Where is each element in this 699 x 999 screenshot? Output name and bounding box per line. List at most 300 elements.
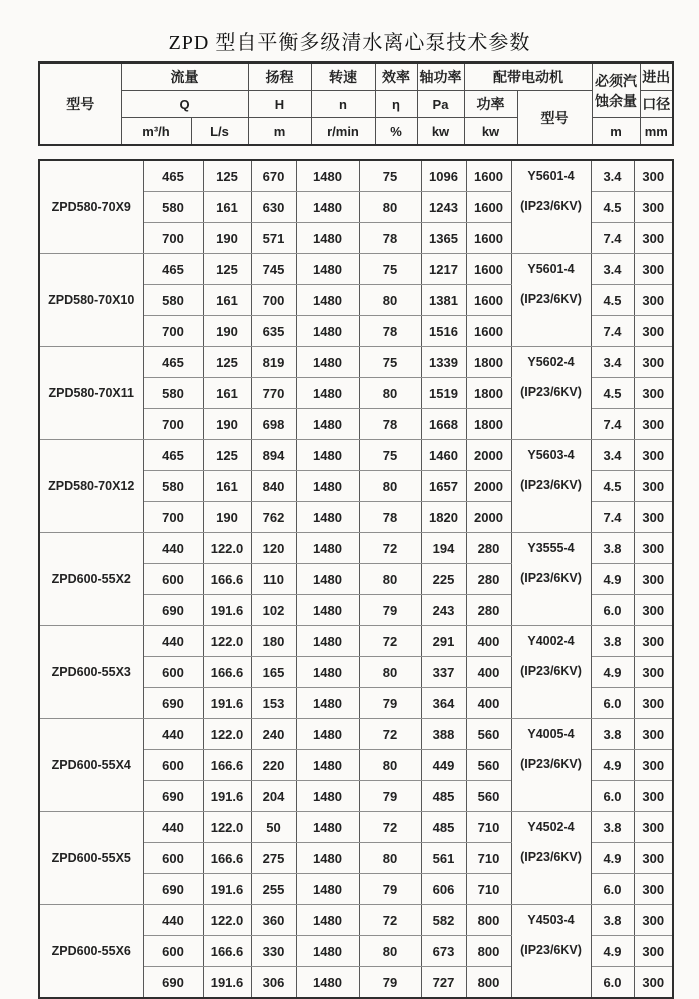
speed-cell: 1480 [296,409,359,440]
npsh-cell: 4.9 [591,750,634,781]
flow-m3h-cell: 580 [143,192,203,223]
flow-m3h-cell: 700 [143,316,203,347]
npsh-cell: 4.9 [591,936,634,967]
header-efficiency: 效率 [375,63,417,91]
speed-cell: 1480 [296,160,359,192]
speed-cell: 1480 [296,316,359,347]
flow-m3h-cell: 440 [143,812,203,843]
model-cell: ZPD580-70X11 [39,347,143,440]
flow-m3h-cell: 690 [143,967,203,999]
data-table-body [39,160,673,998]
head-cell: 630 [251,192,296,223]
motor-power-cell: 710 [466,812,511,843]
speed-cell: 1480 [296,843,359,874]
speed-cell: 1480 [296,719,359,750]
motor-power-cell: 400 [466,657,511,688]
head-cell: 180 [251,626,296,657]
flow-m3h-cell: 700 [143,409,203,440]
efficiency-cell: 79 [359,688,421,719]
motor-power-cell: 560 [466,719,511,750]
motor-power-cell: 1600 [466,192,511,223]
flow-ls-cell: 161 [203,378,251,409]
model-cell: ZPD600-55X3 [39,626,143,719]
speed-cell: 1480 [296,967,359,999]
speed-cell: 1480 [296,781,359,812]
motor-model-line: Y4503-4 [527,913,575,927]
shaft-power-cell: 673 [421,936,466,967]
diameter-cell: 300 [634,564,673,595]
shaft-power-cell: 1243 [421,192,466,223]
shaft-power-cell: 485 [421,781,466,812]
motor-power-cell: 800 [466,936,511,967]
flow-m3h-cell: 700 [143,223,203,254]
diameter-cell: 300 [634,657,673,688]
flow-ls-cell: 122.0 [203,533,251,564]
speed-cell: 1480 [296,223,359,254]
flow-ls-cell: 191.6 [203,967,251,999]
efficiency-cell: 75 [359,347,421,378]
diameter-cell: 300 [634,967,673,999]
flow-ls-cell: 166.6 [203,564,251,595]
npsh-cell: 4.5 [591,192,634,223]
diameter-cell: 300 [634,936,673,967]
motor-power-cell: 800 [466,905,511,936]
motor-power-cell: 1600 [466,160,511,192]
head-cell: 360 [251,905,296,936]
efficiency-cell: 72 [359,905,421,936]
speed-cell: 1480 [296,750,359,781]
flow-m3h-cell: 600 [143,750,203,781]
motor-model-cell [511,440,591,533]
diameter-cell: 300 [634,160,673,192]
efficiency-cell: 80 [359,192,421,223]
motor-power-cell: 1800 [466,347,511,378]
header-efficiency-unit: % [375,118,417,146]
shaft-power-cell: 1217 [421,254,466,285]
shaft-power-cell: 1820 [421,502,466,533]
motor-power-cell: 1600 [466,254,511,285]
header-model: 型号 [39,63,121,146]
header-shaft-unit: kw [417,118,464,146]
header-motor: 配带电动机 [464,63,592,91]
flow-m3h-cell: 690 [143,595,203,626]
speed-cell: 1480 [296,564,359,595]
speed-cell: 1480 [296,378,359,409]
head-cell: 762 [251,502,296,533]
head-cell: 220 [251,750,296,781]
npsh-cell: 4.9 [591,843,634,874]
motor-power-cell: 2000 [466,471,511,502]
head-cell: 745 [251,254,296,285]
table-row [39,440,673,471]
head-cell: 153 [251,688,296,719]
efficiency-cell: 75 [359,440,421,471]
shaft-power-cell: 1096 [421,160,466,192]
shaft-power-cell: 1365 [421,223,466,254]
head-cell: 255 [251,874,296,905]
diameter-cell: 300 [634,192,673,223]
model-cell: ZPD600-55X5 [39,812,143,905]
efficiency-cell: 78 [359,409,421,440]
efficiency-cell: 80 [359,843,421,874]
speed-cell: 1480 [296,688,359,719]
motor-model-line: Y3555-4 [527,541,575,555]
shaft-power-cell: 1339 [421,347,466,378]
npsh-cell: 6.0 [591,688,634,719]
head-cell: 700 [251,285,296,316]
efficiency-cell: 78 [359,502,421,533]
diameter-cell: 300 [634,254,673,285]
diameter-cell: 300 [634,316,673,347]
shaft-power-cell: 1668 [421,409,466,440]
table-row [39,626,673,657]
motor-model-cell [511,719,591,812]
diameter-cell: 300 [634,688,673,719]
head-cell: 571 [251,223,296,254]
motor-model-cell [511,160,591,254]
motor-model-line: Y4002-4 [527,634,575,648]
flow-ls-cell: 191.6 [203,688,251,719]
npsh-cell: 3.4 [591,160,634,192]
data-table [38,159,674,999]
header-speed-symbol: n [311,91,375,118]
efficiency-cell: 80 [359,750,421,781]
flow-m3h-cell: 600 [143,843,203,874]
flow-ls-cell: 122.0 [203,812,251,843]
flow-m3h-cell: 690 [143,874,203,905]
shaft-power-cell: 337 [421,657,466,688]
npsh-cell: 6.0 [591,874,634,905]
npsh-cell: 7.4 [591,409,634,440]
flow-ls-cell: 125 [203,254,251,285]
flow-ls-cell: 166.6 [203,750,251,781]
motor-power-cell: 280 [466,595,511,626]
table-row [39,347,673,378]
head-cell: 635 [251,316,296,347]
table-row [39,905,673,936]
shaft-power-cell: 194 [421,533,466,564]
motor-power-cell: 400 [466,626,511,657]
motor-model-cell [511,254,591,347]
header-shaft-power: 轴功率 [417,63,464,91]
npsh-cell: 7.4 [591,316,634,347]
shaft-power-cell: 1460 [421,440,466,471]
efficiency-cell: 79 [359,967,421,999]
motor-spec-line: (IP23/6KV) [520,478,582,492]
efficiency-cell: 75 [359,254,421,285]
speed-cell: 1480 [296,192,359,223]
shaft-power-cell: 449 [421,750,466,781]
motor-model-line: Y5601-4 [527,169,575,183]
npsh-cell: 7.4 [591,223,634,254]
head-cell: 204 [251,781,296,812]
flow-m3h-cell: 465 [143,254,203,285]
head-cell: 894 [251,440,296,471]
flow-ls-cell: 161 [203,471,251,502]
npsh-cell: 3.4 [591,254,634,285]
flow-ls-cell: 191.6 [203,595,251,626]
shaft-power-cell: 606 [421,874,466,905]
model-cell: ZPD580-70X10 [39,254,143,347]
header-diameter-line1: 进出 [640,63,673,91]
efficiency-cell: 72 [359,626,421,657]
npsh-cell: 4.9 [591,657,634,688]
shaft-power-cell: 243 [421,595,466,626]
flow-m3h-cell: 700 [143,502,203,533]
diameter-cell: 300 [634,874,673,905]
motor-model-cell [511,533,591,626]
flow-m3h-cell: 600 [143,936,203,967]
shaft-power-cell: 291 [421,626,466,657]
head-cell: 165 [251,657,296,688]
shaft-power-cell: 388 [421,719,466,750]
efficiency-cell: 80 [359,657,421,688]
motor-model-cell [511,812,591,905]
head-cell: 110 [251,564,296,595]
npsh-cell: 3.8 [591,812,634,843]
diameter-cell: 300 [634,781,673,812]
model-cell: ZPD580-70X9 [39,160,143,254]
efficiency-cell: 78 [359,223,421,254]
flow-ls-cell: 190 [203,409,251,440]
npsh-cell: 6.0 [591,781,634,812]
diameter-cell: 300 [634,843,673,874]
flow-m3h-cell: 690 [143,781,203,812]
motor-model-cell [511,626,591,719]
npsh-cell: 3.8 [591,719,634,750]
npsh-cell: 3.8 [591,905,634,936]
motor-power-cell: 1600 [466,285,511,316]
motor-model-line: Y5602-4 [527,355,575,369]
motor-power-cell: 710 [466,843,511,874]
motor-power-cell: 1600 [466,316,511,347]
flow-m3h-cell: 440 [143,719,203,750]
flow-ls-cell: 166.6 [203,936,251,967]
header-row-2 [39,91,673,118]
header-speed: 转速 [311,63,375,91]
head-cell: 330 [251,936,296,967]
motor-power-cell: 710 [466,874,511,905]
flow-m3h-cell: 600 [143,564,203,595]
motor-model-line: Y4502-4 [527,820,575,834]
shaft-power-cell: 225 [421,564,466,595]
head-cell: 819 [251,347,296,378]
flow-m3h-cell: 580 [143,285,203,316]
head-cell: 306 [251,967,296,999]
header-efficiency-symbol: η [375,91,417,118]
flow-ls-cell: 166.6 [203,657,251,688]
motor-spec-line: (IP23/6KV) [520,943,582,957]
speed-cell: 1480 [296,812,359,843]
flow-m3h-cell: 580 [143,471,203,502]
flow-ls-cell: 125 [203,160,251,192]
header-flow-unit-m3h: m³/h [121,118,191,146]
speed-cell: 1480 [296,502,359,533]
header-shaft-symbol: Pa [417,91,464,118]
header-head: 扬程 [248,63,311,91]
model-cell: ZPD600-55X6 [39,905,143,999]
table-row [39,254,673,285]
speed-cell: 1480 [296,533,359,564]
model-cell: ZPD580-70X12 [39,440,143,533]
speed-cell: 1480 [296,347,359,378]
flow-m3h-cell: 440 [143,533,203,564]
efficiency-cell: 78 [359,316,421,347]
flow-ls-cell: 125 [203,440,251,471]
header-motor-model: 型号 [517,91,592,146]
motor-power-cell: 400 [466,688,511,719]
efficiency-cell: 72 [359,812,421,843]
flow-ls-cell: 122.0 [203,905,251,936]
motor-model-cell [511,347,591,440]
flow-m3h-cell: 580 [143,378,203,409]
motor-power-cell: 1600 [466,223,511,254]
shaft-power-cell: 364 [421,688,466,719]
speed-cell: 1480 [296,874,359,905]
motor-spec-line: (IP23/6KV) [520,571,582,585]
head-cell: 120 [251,533,296,564]
diameter-cell: 300 [634,533,673,564]
flow-ls-cell: 125 [203,347,251,378]
motor-spec-line: (IP23/6KV) [520,757,582,771]
npsh-cell: 7.4 [591,502,634,533]
diameter-cell: 300 [634,502,673,533]
flow-m3h-cell: 440 [143,905,203,936]
flow-ls-cell: 191.6 [203,874,251,905]
header-head-symbol: H [248,91,311,118]
speed-cell: 1480 [296,626,359,657]
head-cell: 698 [251,409,296,440]
motor-power-cell: 1800 [466,378,511,409]
diameter-cell: 300 [634,812,673,843]
header-motor-power-unit: kw [464,118,517,146]
motor-power-cell: 280 [466,564,511,595]
npsh-cell: 4.5 [591,471,634,502]
shaft-power-cell: 561 [421,843,466,874]
npsh-cell: 3.4 [591,440,634,471]
efficiency-cell: 80 [359,378,421,409]
diameter-cell: 300 [634,719,673,750]
motor-model-line: Y5601-4 [527,262,575,276]
header-flow-unit-ls: L/s [191,118,248,146]
table-row [39,812,673,843]
npsh-cell: 4.9 [591,564,634,595]
motor-power-cell: 2000 [466,440,511,471]
flow-m3h-cell: 690 [143,688,203,719]
head-cell: 770 [251,378,296,409]
motor-spec-line: (IP23/6KV) [520,850,582,864]
shaft-power-cell: 727 [421,967,466,999]
motor-power-cell: 800 [466,967,511,999]
efficiency-cell: 80 [359,564,421,595]
speed-cell: 1480 [296,254,359,285]
shaft-power-cell: 1381 [421,285,466,316]
npsh-cell: 4.5 [591,285,634,316]
shaft-power-cell: 1516 [421,316,466,347]
diameter-cell: 300 [634,378,673,409]
motor-spec-line: (IP23/6KV) [520,292,582,306]
header-diameter-line2: 口径 [640,91,673,118]
flow-ls-cell: 161 [203,192,251,223]
head-cell: 102 [251,595,296,626]
flow-m3h-cell: 600 [143,657,203,688]
flow-ls-cell: 190 [203,316,251,347]
npsh-cell: 3.8 [591,626,634,657]
npsh-cell: 3.8 [591,533,634,564]
diameter-cell: 300 [634,285,673,316]
efficiency-cell: 79 [359,781,421,812]
diameter-cell: 300 [634,409,673,440]
motor-spec-line: (IP23/6KV) [520,199,582,213]
flow-m3h-cell: 465 [143,160,203,192]
header-flow-symbol: Q [121,91,248,118]
efficiency-cell: 79 [359,595,421,626]
efficiency-cell: 75 [359,160,421,192]
table-row [39,719,673,750]
shaft-power-cell: 485 [421,812,466,843]
diameter-cell: 300 [634,750,673,781]
npsh-cell: 4.5 [591,378,634,409]
motor-power-cell: 280 [466,533,511,564]
header-row-1 [39,63,673,91]
head-cell: 50 [251,812,296,843]
efficiency-cell: 80 [359,285,421,316]
head-cell: 670 [251,160,296,192]
head-cell: 240 [251,719,296,750]
flow-ls-cell: 166.6 [203,843,251,874]
speed-cell: 1480 [296,440,359,471]
table-row [39,533,673,564]
efficiency-cell: 80 [359,936,421,967]
flow-ls-cell: 161 [203,285,251,316]
flow-m3h-cell: 465 [143,347,203,378]
motor-power-cell: 560 [466,781,511,812]
header-table [38,61,674,146]
table-row [39,160,673,192]
npsh-cell: 6.0 [591,595,634,626]
speed-cell: 1480 [296,936,359,967]
motor-spec-line: (IP23/6KV) [520,385,582,399]
speed-cell: 1480 [296,657,359,688]
speed-cell: 1480 [296,471,359,502]
flow-ls-cell: 190 [203,223,251,254]
header-speed-unit: r/min [311,118,375,146]
head-cell: 275 [251,843,296,874]
diameter-cell: 300 [634,905,673,936]
header-npsh-unit: m [592,118,640,146]
shaft-power-cell: 582 [421,905,466,936]
diameter-cell: 300 [634,626,673,657]
model-cell: ZPD600-55X4 [39,719,143,812]
header-head-unit: m [248,118,311,146]
shaft-power-cell: 1657 [421,471,466,502]
header-npsh-line1: 必须汽 [595,72,637,89]
flow-ls-cell: 190 [203,502,251,533]
npsh-cell: 3.4 [591,347,634,378]
efficiency-cell: 72 [359,719,421,750]
shaft-power-cell: 1519 [421,378,466,409]
header-diameter-unit: mm [640,118,673,146]
motor-power-cell: 1800 [466,409,511,440]
diameter-cell: 300 [634,347,673,378]
motor-model-line: Y4005-4 [527,727,575,741]
header-npsh-line2: 蚀余量 [595,92,637,109]
diameter-cell: 300 [634,471,673,502]
motor-power-cell: 560 [466,750,511,781]
npsh-cell: 6.0 [591,967,634,999]
head-cell: 840 [251,471,296,502]
flow-ls-cell: 191.6 [203,781,251,812]
